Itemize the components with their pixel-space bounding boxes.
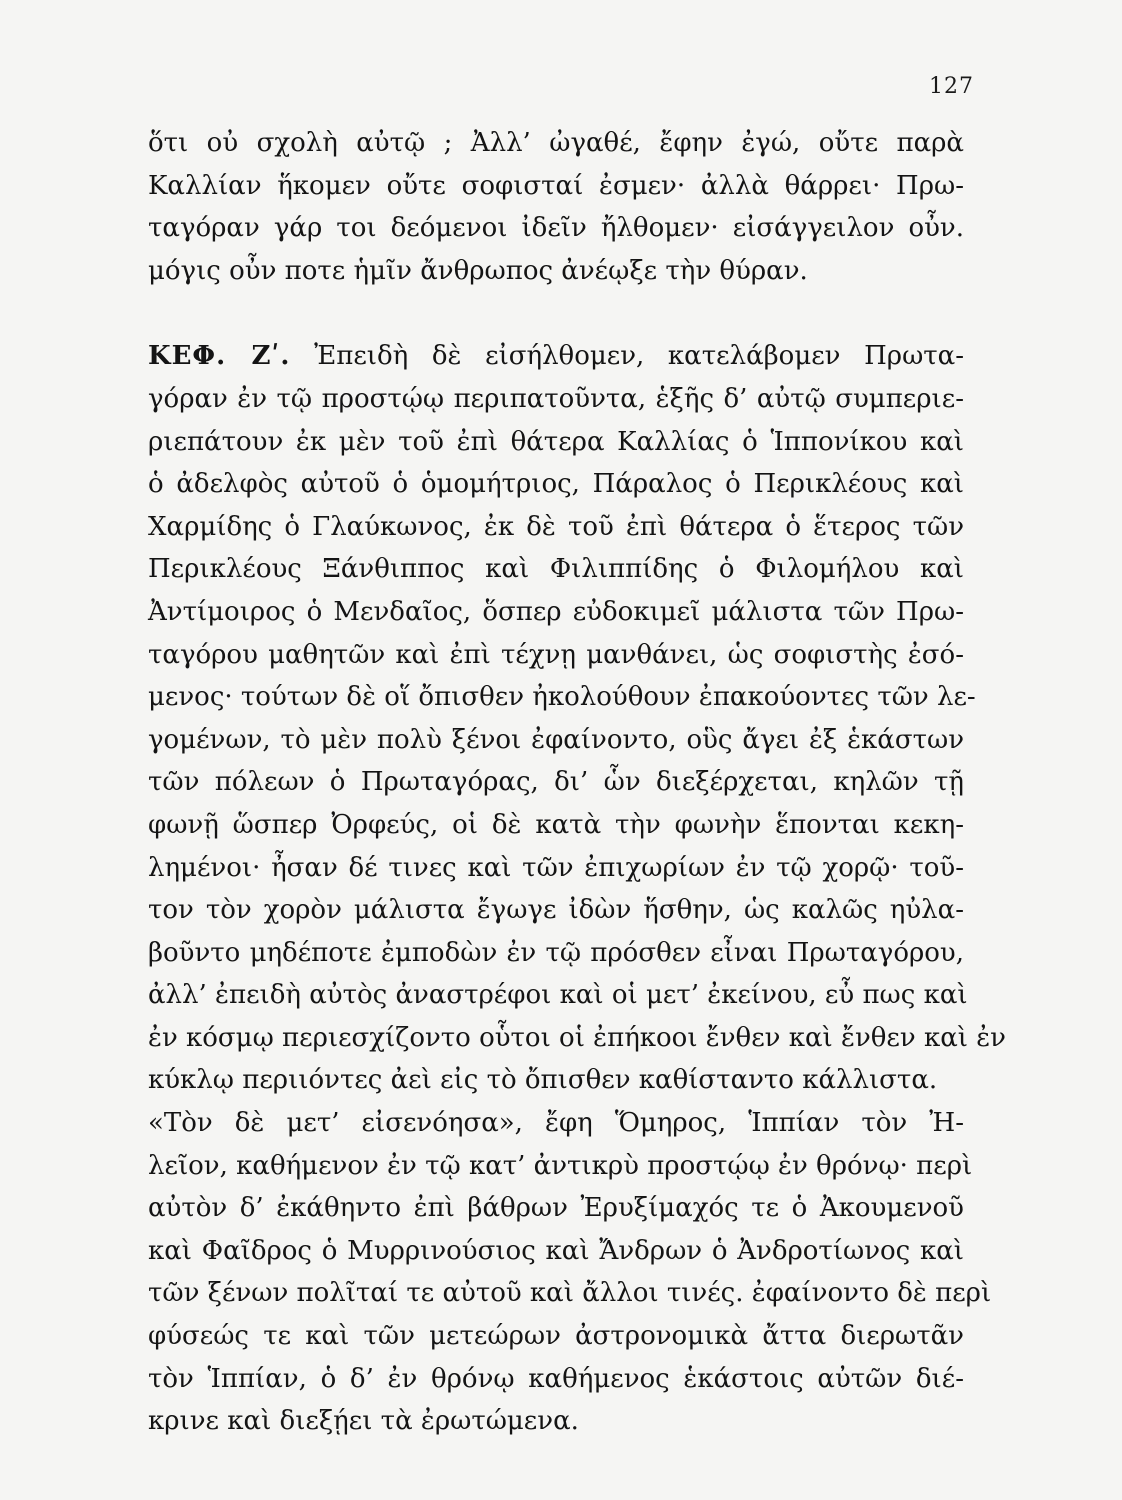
text-line: ὅτι οὐ σχολὴ αὐτῷ ; Ἀλλ’ ὠγαθέ, ἔφην ἐγώ, οὔτε παρὰ	[148, 128, 964, 158]
chapter-first-line	[148, 335, 964, 378]
body-text	[148, 122, 1006, 1443]
chapter-first-line-text: Ἐπειδὴ δὲ εἰσήλθομεν, κατελάβομεν Πρωτα-	[314, 341, 965, 372]
text-line: φωνῇ ὥσπερ Ὀρφεύς, οἱ δὲ κατὰ τὴν φωνὴν ἕπονται κεκη-	[148, 809, 964, 840]
text-line: αὐτὸν δ’ ἐκάθηντο ἐπὶ βάθρων Ἐρυξίμαχός τε ὁ Ἀκουμενοῦ	[148, 1193, 964, 1224]
text-line: λημένοι· ἦσαν δέ τινες καὶ τῶν ἐπιχωρίων ἐν τῷ χορῷ· τοῦ-	[148, 852, 964, 883]
text-line: γομένων, τὸ μὲν πολὺ ξένοι ἐφαίνοντο, οὓς ἄγει ἐξ ἑκάστων	[148, 724, 964, 755]
text-line: τὸν Ἱππίαν, ὁ δ’ ἐν θρόνῳ καθήμενος ἑκάστοις αὐτῶν διέ-	[148, 1363, 964, 1394]
text-line: γόραν ἐν τῷ προστῴῳ περιπατοῦντα, ἑξῆς δ’ αὐτῷ συμπεριε-	[148, 383, 964, 414]
text-line: Καλλίαν ἥκομεν οὔτε σοφισταί ἐσμεν· ἀλλὰ θάρρει· Πρω-	[148, 170, 964, 201]
text-line: Χαρμίδης ὁ Γλαύκωνος, ἐκ δὲ τοῦ ἐπὶ θάτερα ὁ ἕτερος τῶν	[148, 511, 964, 542]
text-line: καὶ Φαῖδρος ὁ Μυρρινούσιος καὶ Ἄνδρων ὁ Ἀνδροτίωνος καὶ	[148, 1235, 964, 1266]
page-number: 127	[929, 74, 974, 99]
text-line: «Τὸν δὲ μετ’ εἰσενόησα», ἔφη Ὅμηρος, Ἱππίαν τὸν Ἠ-	[148, 1108, 964, 1139]
text-line: τον τὸν χορὸν μάλιστα ἔγωγε ἰδὼν ἥσθην, ὡς καλῶς ηὐλα-	[148, 895, 964, 926]
text-line: Ἀντίμοιρος ὁ Μενδαῖος, ὅσπερ εὐδοκιμεῖ μάλιστα τῶν Πρω-	[148, 596, 964, 627]
text-line: ὁ ἀδελφὸς αὐτοῦ ὁ ὁμομήτριος, Πάραλος ὁ Περικλέους καὶ	[148, 469, 964, 500]
text-line: ταγόρου μαθητῶν καὶ ἐπὶ τέχνῃ μανθάνει, ὡς σοφιστὴς ἐσό-	[148, 639, 964, 670]
text-line: λεῖον, καθήμενον ἐν τῷ κατ’ ἀντικρὺ προστῴῳ ἐν θρόνῳ· περὶ	[148, 1150, 973, 1181]
text-line: φύσεώς τε καὶ τῶν μετεώρων ἀστρονομικὰ ἄττα διερωτᾶν	[148, 1321, 964, 1352]
text-line: ἐν κόσμῳ περιεσχίζοντο οὗτοι οἱ ἐπήκοοι ἔνθεν καὶ ἔνθεν καὶ ἐν	[148, 1022, 1006, 1053]
text-line: ταγόραν γάρ τοι δεόμενοι ἰδεῖν ἤλθομεν· εἰσάγγειλον οὖν.	[148, 213, 964, 244]
text-line: βοῦντο μηδέποτε ἐμποδὼν ἐν τῷ πρόσθεν εἶναι Πρωταγόρου,	[148, 937, 964, 968]
text-line: μενος· τούτων δὲ οἵ ὄπισθεν ἠκολούθουν ἐπακούοντες τῶν λε-	[148, 682, 976, 713]
text-line: τῶν πόλεων ὁ Πρωταγόρας, δι’ ὧν διεξέρχεται, κηλῶν τῇ	[148, 767, 964, 798]
text-line: ριεπάτουν ἐκ μὲν τοῦ ἐπὶ θάτερα Καλλίας ὁ Ἱππονίκου καὶ	[148, 426, 964, 457]
text-line: κρινε καὶ διεξῄει τὰ ἐρωτώμενα.	[148, 1406, 579, 1437]
text-line: τῶν ξένων πολῖταί τε αὐτοῦ καὶ ἄλλοι τινές. ἐφαίνοντο δὲ περὶ	[148, 1278, 992, 1309]
text-line: κύκλῳ περιιόντες ἀεὶ εἰς τὸ ὄπισθεν καθίσταντο κάλλιστα.	[148, 1065, 938, 1096]
text-line: ἀλλ’ ἐπειδὴ αὐτὸς ἀναστρέφοι καὶ οἱ μετ’ ἐκείνου, εὖ πως καὶ	[148, 980, 968, 1011]
text-line: μόγις οὖν ποτε ἡμῖν ἄνθρωπος ἀνέῳξε τὴν θύραν.	[148, 255, 808, 286]
chapter-heading: ΚΕΦ. Ζʹ.	[148, 341, 291, 372]
paragraph-gap	[148, 292, 964, 335]
text-line: Περικλέους Ξάνθιππος καὶ Φιλιππίδης ὁ Φιλομήλου καὶ	[148, 554, 964, 585]
